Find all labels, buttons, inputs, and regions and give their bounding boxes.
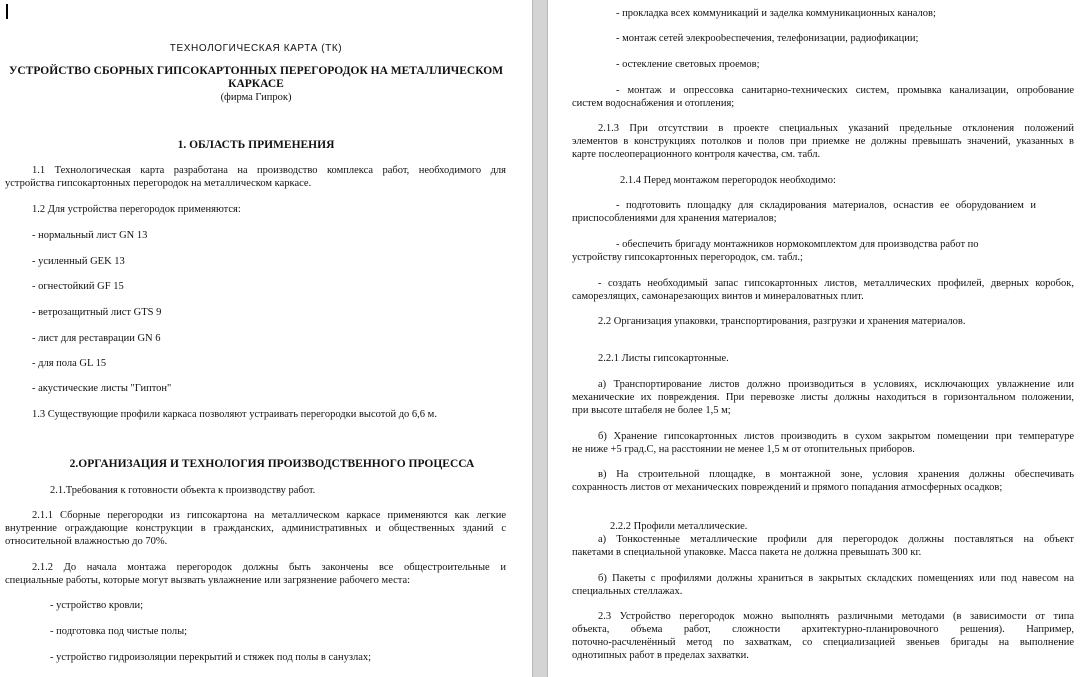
list-item: - огнестойкий GF 15: [32, 281, 124, 292]
list-item-line-2: приспособлениями для хранения материалов;: [572, 213, 777, 224]
para-2-2: 2.2 Организация упаковки, транспортирования, разгрузки и хранения материалов.: [598, 316, 966, 327]
para-1-2: 1.2 Для устройства перегородок применяются:: [32, 204, 241, 215]
list-item: - подготовка под чистые полы;: [50, 626, 188, 637]
list-item: - нормальный лист GN 13: [32, 230, 148, 241]
list-item: - акустические листы "Гиптон": [32, 383, 172, 394]
list-item-line-2: систем водоснабжения и отопления;: [572, 98, 735, 109]
para-a-line-2: механические их повреждения. При перевозке листы должны находиться в горизонтальном положении,: [572, 392, 1074, 403]
para-2-1-1-line-1: 2.1.1 Сборные перегородки из гипсокартона на металлическом каркасе применяются как легкие: [32, 510, 506, 521]
list-item-line-1: - подготовить площадку для складирования материалов, оснастив ее оборудованием и: [616, 200, 1036, 211]
list-item: - лист для реставрации GN 6: [32, 333, 161, 344]
list-item-line-2: саморезлящих, самонарезающих винтов и минераловатных плит.: [572, 291, 864, 302]
list-item-line-1: - обеспечить бригаду монтажников нормокомплектом для производства работ по: [616, 239, 979, 250]
section-2-heading: 2.ОРГАНИЗАЦИЯ И ТЕХНОЛОГИЯ ПРОИЗВОДСТВЕННОГО ПРОЦЕССА: [69, 458, 475, 470]
para-pa-line-1: а) Тонкостенные металлические профили для перегородок должны поставляться на объект: [598, 534, 1074, 545]
list-item-line-1: - создать необходимый запас гипсокартонных листов, металлических профилей, дверных коробок,: [598, 278, 1074, 289]
list-item: - усиленный GEK 13: [32, 256, 125, 267]
para-2-1-4: 2.1.4 Перед монтажом перегородок необходимо:: [620, 175, 836, 186]
para-2-1-3-line-1: 2.1.3 При отсутствии в проекте специальных указаний предельные отклонения положений: [598, 123, 1074, 134]
list-item: - устройство кровли;: [50, 600, 144, 611]
para-2-1-3-line-3: карте послеоперационного контроля качества, см. табл.: [572, 149, 821, 160]
para-2-1: 2.1.Требования к готовности объекта к производству работ.: [50, 485, 316, 496]
page-divider: [532, 0, 548, 677]
para-b-line-2: не ниже +5 град.С, на расстоянии не менее 1,5 м от отопительных приборов.: [572, 444, 915, 455]
list-item-line-2: устройству гипсокартонных перегородок, см. табл.;: [572, 252, 803, 263]
para-2-2-2: 2.2.2 Профили металлические.: [610, 521, 748, 532]
text-cursor: [6, 4, 8, 19]
list-item-line-1: - монтаж и опрессовка санитарно-технических систем, промывка канализации, опробование: [616, 85, 1074, 96]
para-2-1-3-line-2: элементов в конструкциях потолков и полов при приемке не должны превышать значений, указанных в: [572, 136, 1074, 147]
title-line-1: УСТРОЙСТВО СБОРНЫХ ГИПСОКАРТОННЫХ ПЕРЕГОРОДОК НА МЕТАЛЛИЧЕСКОМ: [8, 65, 504, 77]
para-1-1-line-2: устройства гипсокартонных перегородок на металлическом каркасе.: [5, 178, 312, 189]
document-page-right: [548, 0, 1087, 677]
para-a-line-3: при высоте штабеля не более 1,5 м;: [572, 405, 731, 416]
para-2-2-1: 2.2.1 Листы гипсокартонные.: [598, 353, 729, 364]
firm-name: (фирма Гипрок): [220, 92, 292, 103]
list-item: - прокладка всех коммуникаций и заделка коммуникационных каналов;: [616, 8, 936, 19]
para-2-3-line-1: 2.3 Устройство перегородок можно выполнять различными методами (в зависимости от типа: [598, 611, 1074, 622]
list-item: - остекление световых проемов;: [616, 59, 760, 70]
title-line-2: КАРКАСЕ: [228, 78, 284, 90]
para-1-3: 1.3 Существующие профили каркаса позволяют устраивать перегородки высотой до 6,6 м.: [32, 409, 437, 420]
para-2-1-1-line-2: внутренние ограждающие конструкции в гражданских, административных и общественных зданий с: [5, 523, 506, 534]
list-item: - для пола GL 15: [32, 358, 107, 369]
para-1-1-line-1: 1.1 Технологическая карта разработана на производство комплекса работ, необходимого для: [32, 165, 506, 176]
para-a-line-1: а) Транспортирование листов должно производиться в условиях, исключающих увлажнение или: [598, 379, 1074, 390]
para-2-1-1-line-3: относительной влажностью до 70%.: [5, 536, 168, 547]
section-1-heading: 1. ОБЛАСТЬ ПРИМЕНЕНИЯ: [177, 139, 335, 151]
para-b-line-1: б) Хранение гипсокартонных листов производить в сухом закрытом помещении при температуре: [598, 431, 1074, 442]
para-v-line-2: сохранность листов от механических повреждений и прямого попадания атмосферных осадков;: [572, 482, 1003, 493]
para-2-3-line-3: поточно-расчленённый метод по захваткам, со специализацией звеньев бригады на выполнение: [572, 637, 1074, 648]
para-v-line-1: в) На строительной площадке, в монтажной зоне, условия хранения должны обеспечивать: [598, 469, 1074, 480]
list-item: - устройство гидроизоляции перекрытий и стяжек под полы в санузлах;: [50, 652, 372, 663]
tk-label: ТЕХНОЛОГИЧЕСКАЯ КАРТА (ТК): [169, 43, 343, 54]
list-item: - монтаж сетей элекроobеспечения, телефонизации, радиофикации;: [616, 33, 919, 44]
para-pb-line-2: специальных стеллажах.: [572, 586, 683, 597]
para-2-1-2-line-1: 2.1.2 До начала монтажа перегородок должны быть закончены все общестроительные и: [32, 562, 506, 573]
list-item: - ветрозащитный лист GTS 9: [32, 307, 162, 318]
para-pa-line-2: пакетами в специальной упаковке. Масса пакета не должна превышать 300 кг.: [572, 547, 922, 558]
para-2-3-line-2: объекта, объема работ, сложности архитектурно-планировочного решения). Например,: [572, 624, 1074, 635]
para-2-3-line-4: однотипных работ в пределах захватки.: [572, 650, 749, 661]
document-page-left: [0, 0, 532, 677]
para-2-1-2-line-2: специальные работы, которые могут вызвать увлажнение или загрязнение рабочего места:: [5, 575, 411, 586]
para-pb-line-1: б) Пакеты с профилями должны храниться в закрытых складских помещениях или под навесом на: [598, 573, 1074, 584]
